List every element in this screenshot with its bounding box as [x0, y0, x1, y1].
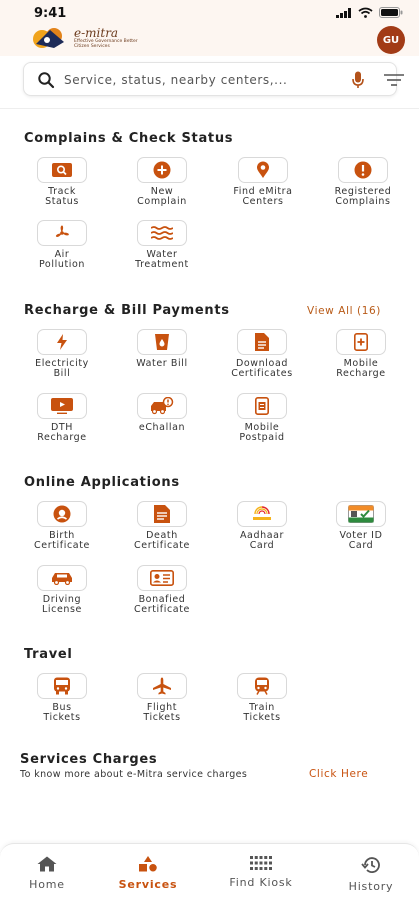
- service-icon-box: [37, 565, 87, 591]
- service-find-emitra-centers[interactable]: [213, 157, 313, 207]
- section-title-recharge: Recharge & Bill Payments: [24, 303, 230, 318]
- service-icon-box: [37, 673, 87, 699]
- waves-icon: [151, 226, 173, 240]
- wifi-icon: [358, 7, 373, 18]
- voter-id-icon: [348, 505, 374, 523]
- baby-icon: [53, 505, 71, 523]
- service-label: Download Certificates: [231, 358, 293, 379]
- service-flight-tickets[interactable]: [112, 673, 212, 723]
- filter-icon[interactable]: [384, 74, 404, 86]
- mobile-icon: [354, 333, 368, 351]
- service-label: Registered Complains: [334, 186, 392, 207]
- service-label: Birth Certificate: [34, 530, 90, 551]
- service-mobile-postpaid[interactable]: [212, 393, 312, 443]
- nav-label: History: [348, 880, 394, 893]
- service-mobile-recharge[interactable]: [311, 329, 411, 379]
- service-label: eChallan: [138, 422, 186, 433]
- water-glass-icon: [154, 333, 170, 351]
- battery-icon: [379, 7, 403, 18]
- service-icon-box: [237, 673, 287, 699]
- services-charges-text: To know more about e-Mitra service charges: [20, 769, 248, 780]
- status-bar: [0, 0, 419, 26]
- bottom-navigation: [0, 843, 419, 900]
- service-icon-box: [37, 157, 87, 183]
- service-icon-box: [37, 393, 87, 419]
- service-label: Mobile Postpaid: [239, 422, 285, 443]
- service-icon-box: [237, 501, 287, 527]
- service-aadhaar-card[interactable]: [212, 501, 312, 551]
- service-electricity-bill[interactable]: [12, 329, 112, 379]
- service-label: Bonafied Certificate: [134, 594, 190, 615]
- service-label: Track Status: [45, 186, 79, 207]
- services-charges-title: Services Charges: [20, 752, 158, 767]
- service-icon-box: [137, 329, 187, 355]
- section-title-online-applications: Online Applications: [24, 475, 180, 490]
- location-pin-icon: [256, 161, 270, 179]
- service-bus-tickets[interactable]: [12, 673, 112, 723]
- history-icon: [361, 856, 381, 874]
- status-time: 9:41: [34, 6, 67, 21]
- logo-emblem-icon: [30, 26, 72, 52]
- microphone-icon[interactable]: [352, 71, 364, 89]
- nav-find-kiosk[interactable]: [216, 856, 306, 889]
- document-icon: [255, 333, 269, 351]
- car-challan-icon: [150, 397, 174, 415]
- bus-icon: [53, 677, 71, 695]
- avatar[interactable]: GU: [377, 26, 405, 54]
- service-icon-box: [37, 501, 87, 527]
- id-card-icon: [150, 570, 174, 586]
- service-icon-box: [336, 329, 386, 355]
- nav-history[interactable]: [326, 856, 416, 893]
- service-icon-box: [238, 157, 288, 183]
- nav-home[interactable]: [2, 856, 92, 891]
- service-echallan[interactable]: [112, 393, 212, 433]
- service-icon-box: [137, 157, 187, 183]
- nav-label: Services: [118, 878, 178, 891]
- service-voter-id-card[interactable]: [311, 501, 411, 551]
- service-new-complain[interactable]: [112, 157, 212, 207]
- service-label: Find eMitra Centers: [233, 186, 293, 207]
- service-label: New Complain: [137, 186, 187, 207]
- click-here-link[interactable]: Click Here: [309, 768, 369, 780]
- service-icon-box: [37, 329, 87, 355]
- fan-icon: [52, 223, 72, 243]
- service-dth-recharge[interactable]: [12, 393, 112, 443]
- kiosk-grid-icon: [250, 856, 272, 870]
- service-label: Voter ID Card: [339, 530, 383, 551]
- search-input[interactable]: [64, 69, 326, 91]
- service-death-certificate[interactable]: [112, 501, 212, 551]
- signal-icon: [336, 8, 352, 18]
- divider: [0, 108, 419, 109]
- service-label: Train Tickets: [243, 702, 281, 723]
- section-title-complains: Complains & Check Status: [24, 131, 234, 146]
- service-icon-box: [137, 220, 187, 246]
- system-icons: [336, 7, 403, 18]
- service-track-status[interactable]: [12, 157, 112, 207]
- brand-name: e-mitra: [74, 26, 119, 40]
- brand-tagline: Effective Governance Better Citizen Services: [74, 39, 138, 49]
- service-label: DTH Recharge: [37, 422, 87, 443]
- alert-icon: [354, 161, 372, 179]
- app-header: [0, 26, 419, 56]
- aadhaar-icon: [250, 506, 274, 522]
- home-icon: [37, 856, 57, 872]
- service-label: Mobile Recharge: [336, 358, 386, 379]
- car-icon: [51, 571, 73, 585]
- lightning-icon: [56, 334, 68, 350]
- service-driving-license[interactable]: [12, 565, 112, 615]
- service-icon-box: [338, 157, 388, 183]
- service-icon-box: [237, 393, 287, 419]
- service-label: Water Bill: [136, 358, 188, 369]
- service-train-tickets[interactable]: [212, 673, 312, 723]
- service-download-certificates[interactable]: [212, 329, 312, 379]
- service-water-treatment[interactable]: [112, 220, 212, 270]
- search-icon: [52, 163, 72, 177]
- services-icon: [138, 856, 158, 872]
- service-icon-box: [137, 673, 187, 699]
- service-label: Water Treatment: [135, 249, 189, 270]
- airplane-icon: [152, 677, 172, 695]
- service-label: Aadhaar Card: [239, 530, 285, 551]
- service-registered-complains[interactable]: [313, 157, 413, 207]
- service-air-pollution[interactable]: [12, 220, 112, 270]
- plus-icon: [153, 161, 171, 179]
- search-icon: [37, 71, 55, 89]
- service-label: Flight Tickets: [143, 702, 181, 723]
- service-icon-box: [237, 329, 287, 355]
- service-label: Death Certificate: [134, 530, 190, 551]
- section-title-travel: Travel: [24, 647, 73, 662]
- nav-label: Home: [29, 878, 65, 891]
- train-icon: [253, 677, 271, 695]
- service-icon-box: [137, 393, 187, 419]
- certificate-icon: [154, 505, 170, 523]
- view-all-link[interactable]: View All (16): [307, 305, 381, 317]
- service-bonafied-certificate[interactable]: [112, 565, 212, 615]
- nav-label: Find Kiosk: [229, 876, 293, 889]
- service-label: Air Pollution: [38, 249, 86, 270]
- service-icon-box: [37, 220, 87, 246]
- tv-icon: [51, 398, 73, 414]
- service-label: Electricity Bill: [35, 358, 89, 379]
- service-label: Driving License: [41, 594, 82, 615]
- nav-services[interactable]: [103, 856, 193, 891]
- service-label: Bus Tickets: [43, 702, 81, 723]
- service-icon-box: [336, 501, 386, 527]
- service-birth-certificate[interactable]: [12, 501, 112, 551]
- service-icon-box: [137, 565, 187, 591]
- service-water-bill[interactable]: [112, 329, 212, 369]
- postpaid-icon: [255, 397, 269, 415]
- emitra-logo[interactable]: [30, 26, 150, 52]
- service-icon-box: [137, 501, 187, 527]
- search-bar: [23, 62, 397, 96]
